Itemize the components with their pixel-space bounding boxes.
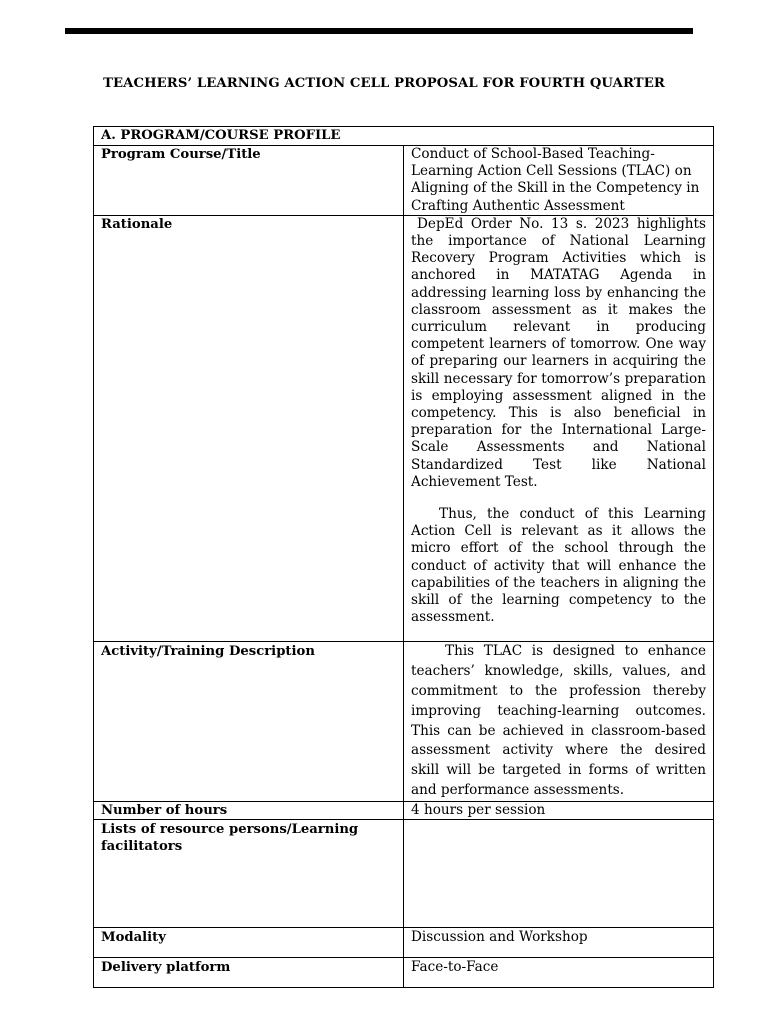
modality-row	[94, 928, 714, 958]
modality-value: Discussion and Workshop	[404, 928, 714, 958]
delivery-platform-value: Face-to-Face	[404, 958, 714, 988]
program-title-row	[94, 146, 714, 216]
program-profile-table	[93, 126, 714, 988]
activity-description: This TLAC is designed to enhance teachers’ knowledge, skills, values, and commitment to the profession thereby improving teaching-learning outcomes. This can be achieved in classroom-based assessment activity where the desired skill will be targeted in forms of written and performance assessments.	[411, 643, 706, 799]
section-heading: A. PROGRAM/COURSE PROFILE	[94, 127, 714, 146]
delivery-platform-row	[94, 958, 714, 988]
activity-row	[94, 642, 714, 801]
hours-label: Number of hours	[94, 801, 404, 819]
rationale-label: Rationale	[94, 215, 404, 642]
rationale-row	[94, 215, 714, 642]
document-title: TEACHERS’ LEARNING ACTION CELL PROPOSAL FOR FOURTH QUARTER	[103, 76, 665, 91]
resource-persons-label: Lists of resource persons/Learning facilitators	[94, 820, 404, 928]
activity-label: Activity/Training Description	[94, 642, 404, 801]
rationale-value	[404, 215, 714, 642]
hours-value: 4 hours per session	[404, 801, 714, 819]
activity-value	[404, 642, 714, 801]
section-heading-row	[94, 127, 714, 146]
rationale-paragraph-1: DepEd Order No. 13 s. 2023 highlights the importance of National Learning Recovery Program Activities which is anchored in MATATAG Agenda in addressing learning loss by enhancing the classroom assessment as it makes the curriculum relevant in producing competent learners of tomorrow. One way of preparing our learners in acquiring the skill necessary for tomorrow’s preparation is employing assessment aligned in the competency. This is also beneficial in preparation for the International Large-Scale Assessments and National Standardized Test like National Achievement Test.	[411, 215, 706, 490]
rationale-paragraph-2: Thus, the conduct of this Learning Action Cell is relevant as it allows the micro effort of the school through the conduct of activity that will enhance the capabilities of the teachers in aligning the skill of the learning competency to the assessment.	[411, 506, 706, 626]
program-title-label: Program Course/Title	[94, 146, 404, 216]
modality-label: Modality	[94, 928, 404, 958]
resource-persons-row	[94, 820, 714, 928]
top-horizontal-rule	[65, 28, 693, 34]
resource-persons-value	[404, 820, 714, 928]
hours-row	[94, 801, 714, 819]
paragraph-spacer	[411, 491, 706, 506]
program-title-value: Conduct of School-Based Teaching-Learning Action Cell Sessions (TLAC) on Aligning of the Skill in the Competency in Crafting Authentic Assessment	[404, 146, 714, 216]
delivery-platform-label: Delivery platform	[94, 958, 404, 988]
